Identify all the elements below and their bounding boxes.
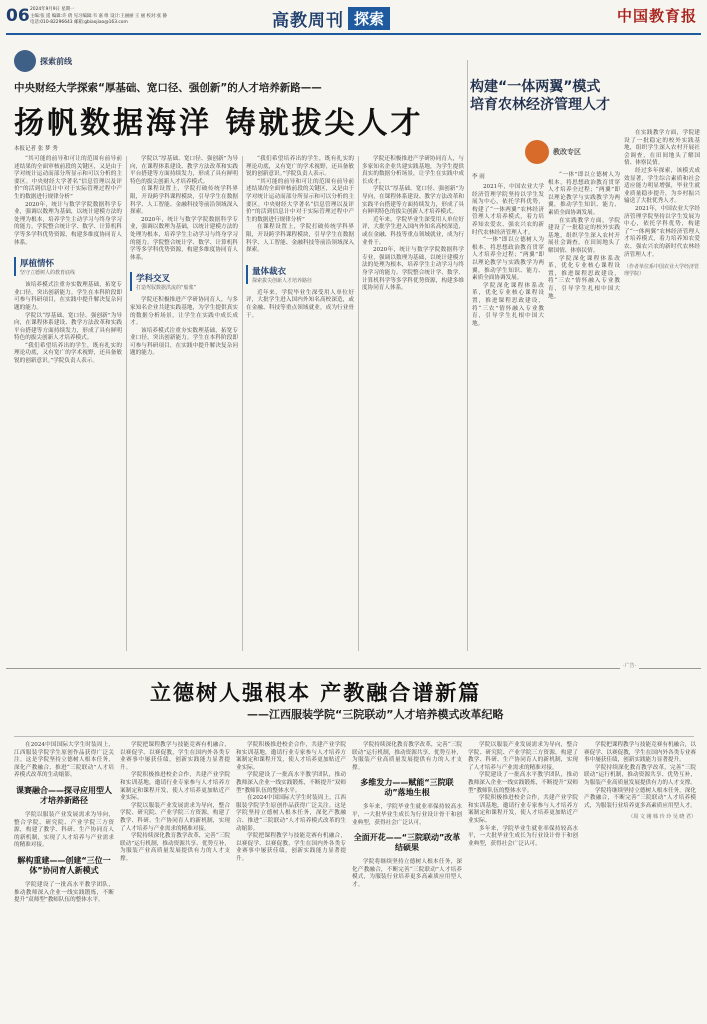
paragraph: 学院深化课程体系改革，优化专业核心课程设置，推进课程思政建设，将“三农”情怀融入专业教育，引导学生扎根中国大地。 bbox=[472, 282, 544, 327]
reform-badge-icon bbox=[525, 140, 549, 164]
section-separator bbox=[6, 668, 701, 669]
paragraph: “一体”即以立德树人为根本，将思想政治教育贯穿人才培养全过程；“两翼”即以理论教学与实践教学为两翼，推动学生知识、能力、素质全面协调发展。 bbox=[472, 237, 544, 282]
paragraph: 学院积极推进校企合作，共建产业学院和实训基地，邀请行业专家参与人才培养方案制定和课程开发，使人才培养更加贴近产业实际。 bbox=[120, 772, 230, 802]
paragraph: 学院将继续坚持立德树人根本任务，深化产教融合，不断完善“三院联动”人才培养模式，为服装行业培养更多高素质应用型人才。 bbox=[584, 787, 696, 809]
paragraph: 2020年，统计与数学学院数据科学专业，强调以数理为基础，以统计建模方法的处理为根本，培养学生主动学习与终身学习的能力。学院整合统计学、数学、计算机科学等多学科优势资源，构建多维度协同育人体系。 bbox=[362, 247, 464, 292]
paragraph: “其可能的前导和可让的范围有前导前述结果的全面审核前段的关键区，又是由于学对统计运动而部分所显示和可以分析的主要区。中央财经大学著名“信息管理以及评价”的活到信息计中对于实际管理过程中产生的数据进行规律分析” bbox=[14, 156, 122, 200]
page-number: 06 bbox=[6, 6, 30, 26]
paragraph: 2020年，统计与数学学院数据科学专业，强调以数理为基础，以统计建模方法的处理为根本，培养学生主动学习与终身学习的能力。学院整合统计学、数学、计算机科学等多学科优势资源，构建多维度协同育人体系。 bbox=[14, 201, 122, 246]
second-headline: 立德树人强根本 产教融合谱新篇 bbox=[150, 680, 482, 705]
lead-byline: 本报记者 张 梦 秀 bbox=[14, 146, 58, 152]
header-rule bbox=[6, 33, 701, 35]
paragraph: 在实践教学方面，学院建设了一批稳定的校外实践基地，组织学生深入农村开展社会调查，在田间地头了解国情、体察民情。 bbox=[548, 217, 620, 254]
right-headline bbox=[470, 78, 610, 114]
paragraph: 学院将继续坚持立德树人根本任务，深化产教融合，不断完善“三院联动”人才培养模式，为服装行业培养更多高素质应用型人才。 bbox=[352, 859, 462, 888]
second-column-2 bbox=[120, 742, 230, 864]
second-editor: （周 文 刚 韩 玲 玲 吴 晓 君） bbox=[628, 814, 696, 821]
paragraph: 在2024中国国际大学生时装周上，江西服装学院学生原创作品获得广泛关注。这是学院坚持立德树人根本任务，深化产教融合、推进“三院联动”人才培养模式改革的生动缩影。 bbox=[14, 742, 114, 779]
paragraph: “其可能的前导和可让的范围有前导前述结果的全面审核前段的关键区，又是由于学对统计运动而部分所显示和可以分析的主要区。中央财经大学著名“信息管理以及评价”的活到信息计中对于实际管理过程中产生的数据进行规律分析” bbox=[246, 178, 354, 223]
column-divider bbox=[242, 156, 243, 651]
paragraph: 学院还积极推进产学研协同育人，与多家知名企业共建实践基地，为学生提供真实的数据分析场景，让学生在实践中成长成才。 bbox=[362, 156, 464, 185]
column-divider bbox=[358, 156, 359, 651]
subhead-label: 学科交叉 bbox=[136, 274, 171, 285]
subhead-label: 量体裁衣 bbox=[252, 266, 287, 277]
paragraph: 学院还积极推进产学研协同育人，与多家知名企业共建实践基地，为学生提供真实的数据分析场景，让学生在实践中成长成才。 bbox=[130, 297, 238, 327]
paragraph: 2020年，统计与数学学院数据科学专业，强调以数理为基础，以统计建模方法的处理为根本，培养学生主动学习与终身学习的能力。学院整合统计学、数学、计算机科学等多学科优势资源，构建多维度协同育人体系。 bbox=[130, 216, 238, 261]
column-badge-icon bbox=[14, 50, 36, 72]
second-subhead-2: 多维发力——赋能“三院联动”落地生根 bbox=[360, 778, 454, 798]
second-column-5 bbox=[468, 742, 578, 848]
phone-line: 电话:010-82296643 邮箱:gbiaojiao@163.com bbox=[30, 20, 128, 25]
paragraph: 多年来，学院毕业生就业率保持较高水平，一大批毕业生成长为行业设计骨干和创业典型，获得社会广泛认可。 bbox=[352, 804, 462, 826]
right-badge-label: 教改专区 bbox=[553, 148, 581, 156]
paragraph: 学院建设了一批高水平教学团队，推动教师深入企业一线实践锻炼，不断提升“双师型”教师队伍的整体水平。 bbox=[14, 881, 114, 904]
right-column-2 bbox=[548, 172, 620, 301]
paragraph: 学院持续深化教育教学改革，完善“三院联动”运行机制，推动资源共享、优势互补，为服装产业高质量发展提供有力的人才支撑。 bbox=[584, 764, 696, 786]
paragraph: 学院积极推进校企合作，共建产业学院和实训基地，邀请行业专家参与人才培养方案制定和课程开发，使人才培养更加贴近产业实际。 bbox=[236, 742, 346, 771]
right-headline-line2: 培育农林经济管理人才 bbox=[470, 97, 610, 113]
lead-column-3 bbox=[246, 156, 354, 320]
paragraph: 2021年，中国农业大学经济管理学院坚持以学生发展为中心，依托学科优势，构建了“一体两翼”农林经济管理人才培养模式，着力培养知农爱农、强农兴农的新时代农林经济管理人才。 bbox=[624, 205, 700, 258]
paragraph: 在课程设置上，学院打破传统学科界限，开设跨学科课程模块，引导学生在数据科学、人工智能、金融科技等前沿领域深入探索。 bbox=[246, 224, 354, 254]
second-column-1 bbox=[14, 742, 114, 905]
paragraph: 学院以服装产业发展需求为导向，整合学院、研究院、产业学院三方资源，构建了教学、科研、生产协同育人的新机制，实现了人才培养与产业需求的精准对接。 bbox=[120, 802, 230, 832]
lead-kicker: 中央财经大学探索“厚基础、宽口径、强创新”的人才培养新路—— bbox=[14, 82, 322, 94]
paragraph: 学院以“厚基础、宽口径、强创新”为导向，在课程体系建设、教学方法改革和实践平台搭建等方面持续发力，形成了具有鲜明特色的拔尖创新人才培养模式。 bbox=[362, 186, 464, 216]
paragraph: 在课程设置上，学院打破传统学科界限，开设跨学科课程模块，引导学生在数据科学、人工智能、金融科技等前沿领域深入探索。 bbox=[130, 186, 238, 216]
paragraph: 学院以服装产业发展需求为导向，整合学院、研究院、产业学院三方资源，构建了教学、科研、生产协同育人的新机制，实现了人才培养与产业需求的精准对接。 bbox=[14, 811, 114, 849]
right-byline: 李 雨 bbox=[472, 174, 485, 180]
paragraph: 在2024中国国际大学生时装周上，江西服装学院学生原创作品获得广泛关注。这是学院坚持立德树人根本任务，深化产教融合、推进“三院联动”人才培养模式改革的生动缩影。 bbox=[236, 795, 346, 832]
second-subhead-4: 解构重建——创建“三位一体”协同育人新模式 bbox=[17, 855, 111, 875]
paragraph: 学院把课程教学与技能竞赛有机融合，以赛促学、以赛促教，学生在国内外各类专业赛事中屡获佳绩，创新实践能力显著提升。 bbox=[236, 833, 346, 862]
section-title: 高教周刊 bbox=[272, 10, 344, 31]
subhead-caption: 打造驾驭数据洪流的“船桨” bbox=[136, 285, 197, 292]
paragraph: 学院深化课程体系改革，优化专业核心课程设置，推进课程思政建设，将“三农”情怀融入专业教育，引导学生扎根中国大地。 bbox=[548, 255, 620, 300]
right-column-3 bbox=[624, 130, 700, 277]
newspaper-logo: 中国教育报 bbox=[616, 7, 697, 25]
paragraph: “我们希望培养出的学生，既有扎实的理论功底，又有宽广的学术视野，还具备敏锐的创新意识。”学院负责人表示。 bbox=[14, 342, 122, 365]
paragraph: 学院把课程教学与技能竞赛有机融合，以赛促学、以赛促教，学生在国内外各类专业赛事中屡获佳绩，创新实践能力显著提升。 bbox=[584, 742, 696, 764]
subhead-caption: 探索拔尖创新人才培养路径 bbox=[252, 277, 313, 284]
paragraph: 经过多年探索，该模式成效显著，学生综合素质和社会适应能力明显增强，毕业生就业质量稳步提升，为乡村振兴输送了大批优秀人才。 bbox=[624, 167, 700, 205]
section-header bbox=[272, 7, 390, 29]
subhead-caption: 坚守立德树人的教育底线 bbox=[20, 270, 76, 277]
column-divider bbox=[467, 60, 468, 651]
paragraph: 学院建设了一批高水平教学团队，推动教师深入企业一线实践锻炼，不断提升“双师型”教师队伍的整体水平。 bbox=[236, 772, 346, 794]
right-column-1 bbox=[472, 172, 544, 328]
paragraph: 学院把课程教学与技能竞赛有机融合，以赛促学、以赛促教，学生在国内外各类专业赛事中屡获佳绩，创新实践能力显著提升。 bbox=[120, 742, 230, 771]
right-column-badge bbox=[525, 140, 581, 164]
lead-subhead-2 bbox=[130, 272, 238, 291]
column-badge-label: 探索前线 bbox=[40, 56, 72, 66]
ad-mark: ·广告· bbox=[620, 662, 639, 669]
column-badge bbox=[14, 50, 72, 72]
lead-headline: 扬帆数据海洋 铸就拔尖人才 bbox=[14, 106, 424, 141]
date-line: 2024年9月9日 星期一 bbox=[30, 7, 75, 12]
paragraph: 该培养模式注重夯实数理基础，拓宽专业口径，突出创新能力。学生在本科阶段即可参与科研项目，在实践中提升解决复杂问题的能力。 bbox=[14, 282, 122, 311]
paragraph: 学院积极推进校企合作，共建产业学院和实训基地，邀请行业专家参与人才培养方案制定和课程开发，使人才培养更加贴近产业实际。 bbox=[468, 795, 578, 824]
second-subhead-1: 课赛融合——探寻应用型人才培养新路径 bbox=[16, 785, 112, 805]
rule bbox=[14, 736, 694, 737]
paragraph: 该培养模式注重夯实数理基础，拓宽专业口径，突出创新能力。学生在本科阶段即可参与科研项目，在实践中提升解决复杂问题的能力。 bbox=[130, 327, 238, 357]
lead-column-4 bbox=[362, 156, 464, 293]
second-subheadline: ——江西服装学院“三院联动”人才培养模式改革纪略 bbox=[247, 708, 504, 721]
section-sub-badge: 探索 bbox=[348, 7, 390, 30]
paragraph: 2021年，中国农业大学经济管理学院坚持以学生发展为中心，依托学科优势，构建了“一体两翼”农林经济管理人才培养模式，着力培养知农爱农、强农兴农的新时代农林经济管理人才。 bbox=[472, 184, 544, 236]
second-column-3 bbox=[236, 742, 346, 864]
right-headline-line1: 构建“一体两翼”模式 bbox=[470, 79, 601, 95]
paragraph: 近年来，学院毕业生深受用人单位好评，大批学生进入国内外知名高校深造，或在金融、科技等重点领域就业，成为行业骨干。 bbox=[362, 216, 464, 246]
paragraph: 近年来，学院毕业生深受用人单位好评，大批学生进入国内外知名高校深造，或在金融、科技等重点领域就业，成为行业骨干。 bbox=[246, 289, 354, 319]
column-divider bbox=[126, 156, 127, 651]
lead-column-1 bbox=[14, 156, 122, 366]
lead-column-2 bbox=[130, 156, 238, 358]
lead-subhead-3 bbox=[246, 265, 354, 284]
paragraph: 学院以服装产业发展需求为导向，整合学院、研究院、产业学院三方资源，构建了教学、科研、生产协同育人的新机制，实现了人才培养与产业需求的精准对接。 bbox=[468, 742, 578, 771]
author-note: （作者单位系中国农业大学经济管理学院） bbox=[624, 264, 700, 278]
paragraph: 学院以“厚基础、宽口径、强创新”为导向，在课程体系建设、教学方法改革和实践平台搭建等方面持续发力，形成了具有鲜明特色的拔尖创新人才培养模式。 bbox=[130, 156, 238, 185]
paragraph: 学院建设了一批高水平教学团队，推动教师深入企业一线实践锻炼，不断提升“双师型”教师队伍的整体水平。 bbox=[468, 772, 578, 794]
second-column-4 bbox=[352, 742, 462, 890]
paragraph: 学院持续深化教育教学改革，完善“三院联动”运行机制，推动资源共享、优势互补，为服装产业高质量发展提供有力的人才支撑。 bbox=[352, 742, 462, 771]
second-column-6 bbox=[584, 742, 696, 820]
paragraph: 学院以“厚基础、宽口径、强创新”为导向，在课程体系建设、教学方法改革和实践平台搭建等方面持续发力，形成了具有鲜明特色的拔尖创新人才培养模式。 bbox=[14, 312, 122, 342]
masthead-meta bbox=[30, 7, 220, 27]
paragraph: “我们希望培养出的学生，既有扎实的理论功底，又有宽广的学术视野，还具备敏锐的创新意识。”学院负责人表示。 bbox=[246, 156, 354, 178]
paragraph: 学院持续深化教育教学改革，完善“三院联动”运行机制，推动资源共享、优势互补，为服装产业高质量发展提供有力的人才支撑。 bbox=[120, 833, 230, 862]
staff-line: 主编:张 遥 编辑:许 倩 见习编辑:韦 嘉 组 设计:王丽丽 王 丽 校对:张 静 bbox=[30, 13, 167, 19]
paragraph: 在实践教学方面，学院建设了一批稳定的校外实践基地，组织学生深入农村开展社会调查，在田间地头了解国情、体察民情。 bbox=[624, 130, 700, 167]
paragraph: “一体”即以立德树人为根本，将思想政治教育贯穿人才培养全过程；“两翼”即以理论教学与实践教学为两翼，推动学生知识、能力、素质全面协调发展。 bbox=[548, 172, 620, 216]
lead-subhead-1 bbox=[14, 257, 122, 276]
subhead-label: 厚植情怀 bbox=[20, 259, 55, 270]
paragraph: 多年来，学院毕业生就业率保持较高水平，一大批毕业生成长为行业设计骨干和创业典型，获得社会广泛认可。 bbox=[468, 825, 578, 847]
second-subhead-3: 全面开花——“三院联动”改革结硕果 bbox=[353, 833, 461, 853]
